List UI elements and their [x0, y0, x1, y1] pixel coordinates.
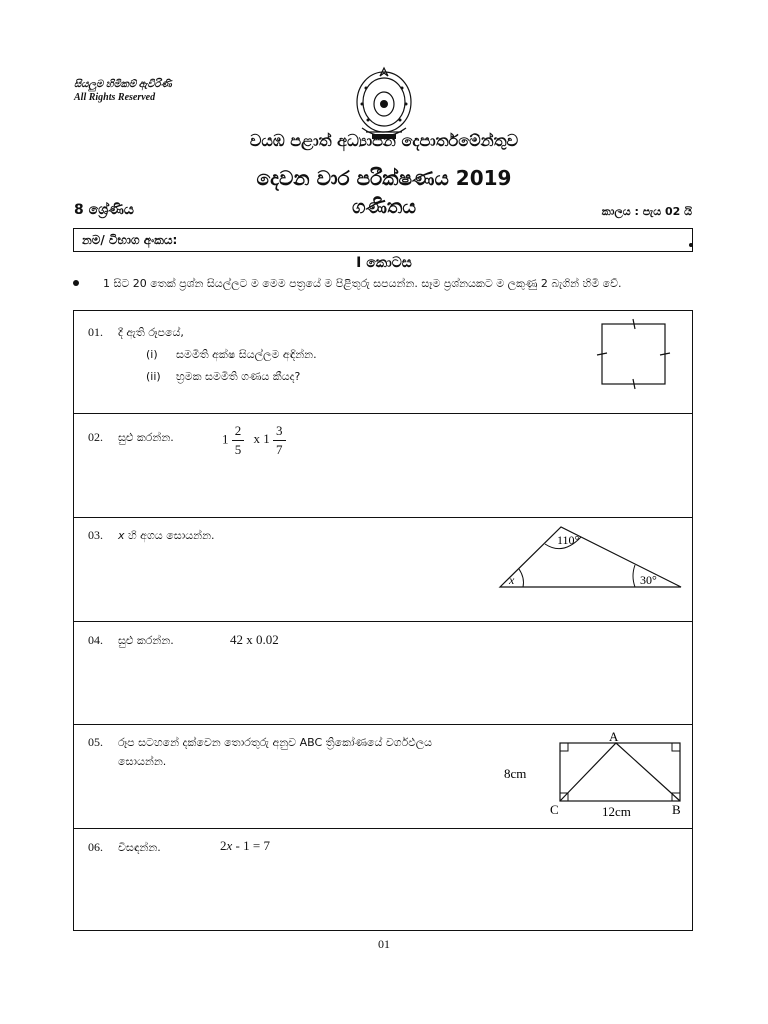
- q1-sub-i-label: (i): [146, 348, 158, 361]
- q1-sub-ii-label: (ii): [146, 370, 161, 383]
- q1-square-figure: [593, 316, 673, 392]
- q3-angle-left: x: [509, 573, 515, 587]
- q1-text: දී ඇති රූපයේ,: [118, 326, 184, 339]
- copyright-sinhala: සියලුම හිමිකම් ඇවිරිණි: [74, 79, 172, 90]
- divider-5: [73, 828, 693, 829]
- q3-number: 03.: [88, 528, 103, 542]
- q5-width-label: 12cm: [602, 804, 631, 819]
- q2-numerator-1: 2: [232, 422, 245, 441]
- q1-number: 01.: [88, 325, 103, 339]
- q1-sub-i-text: සමමිති අක්ෂ සියල්ලම අඳින්න.: [176, 348, 317, 361]
- q4-expression: 42 x 0.02: [230, 632, 279, 647]
- q4-number: 04.: [88, 633, 103, 647]
- q6-number: 06.: [88, 840, 103, 854]
- grade-label: 8 ශ්‍රේණිය: [74, 202, 134, 218]
- q6-variable: x: [226, 838, 233, 853]
- q2-text: සුළු කරන්න.: [118, 431, 174, 444]
- exam-title: දෙවන වාර පරීක්ෂණය 2019: [256, 166, 512, 190]
- q5-text-line2: සොයන්න.: [118, 755, 167, 768]
- q3-variable: x: [118, 529, 125, 542]
- q5-vertex-c: C: [550, 802, 559, 817]
- part-title: I කොටස: [356, 255, 412, 271]
- q3-triangle-figure: [495, 522, 687, 592]
- q5-text-line1: රූප සටහනේ දක්වෙන තොරතුරු අනුව ABC ත්‍රිකෝණයේ වර්ගඵලය: [118, 736, 433, 749]
- q4-text: සුළු කරන්න.: [118, 634, 174, 647]
- q6-equation: [220, 838, 270, 854]
- q5-vertex-b: B: [672, 802, 681, 817]
- q2-fraction-1: [232, 422, 245, 459]
- instructions: 1 සිට 20 තෙක් ප්‍රශ්න සියල්ලට ම මෙම පත්‍රයේ ම පිළිතුරු සපයන්න. සෑම ප්‍රශ්නයකට ම ලකුණු 2 බැගින් හිමි වේ.: [103, 277, 622, 290]
- q5-number: 05.: [88, 735, 103, 749]
- q5-height-label: 8cm: [504, 766, 527, 781]
- copyright-notice: [74, 78, 172, 104]
- q5-rectangle-figure: [498, 727, 690, 821]
- q2-expression: [222, 422, 286, 459]
- q3-text: [118, 529, 215, 543]
- divider-2: [73, 517, 693, 518]
- q2-operator: x 1: [253, 431, 270, 447]
- q6-equation-rest: - 1 = 7: [232, 838, 270, 853]
- q3-text-rest: හි අගය සොයන්න.: [124, 529, 215, 542]
- q2-whole-1: 1: [222, 431, 229, 447]
- q5-vertex-a: A: [609, 729, 619, 744]
- instruction-bullet: [73, 280, 79, 286]
- q2-numerator-2: 3: [273, 422, 286, 441]
- copyright-english: All Rights Reserved: [74, 92, 156, 103]
- department-name: වයඹ පළාත් අධ්‍යාපන දෙපාර්තමේන්තුව: [249, 131, 519, 150]
- q3-angle-top: 110°: [557, 533, 580, 547]
- name-index-label: නම/ විභාග අංකය:: [82, 233, 178, 247]
- q2-number: 02.: [88, 430, 103, 444]
- q2-fraction-2: [273, 422, 286, 459]
- q6-text: විසඳන්න.: [118, 841, 161, 854]
- page-number: 01: [378, 937, 390, 951]
- q3-angle-right: 30°: [640, 573, 657, 587]
- time-allowed: කාලය : පැය 02 යි: [601, 205, 692, 218]
- q1-sub-ii-text: භ්‍රමක සමමිති ගණය කීයද?: [176, 370, 301, 383]
- name-box-dot: [689, 243, 693, 247]
- q2-denominator-2: 7: [276, 442, 283, 457]
- q2-denominator-1: 5: [234, 442, 242, 457]
- subject-title: ගණිතය: [351, 196, 416, 218]
- divider-1: [73, 413, 693, 414]
- divider-4: [73, 724, 693, 725]
- q6-coefficient: 2: [220, 838, 227, 853]
- divider-3: [73, 621, 693, 622]
